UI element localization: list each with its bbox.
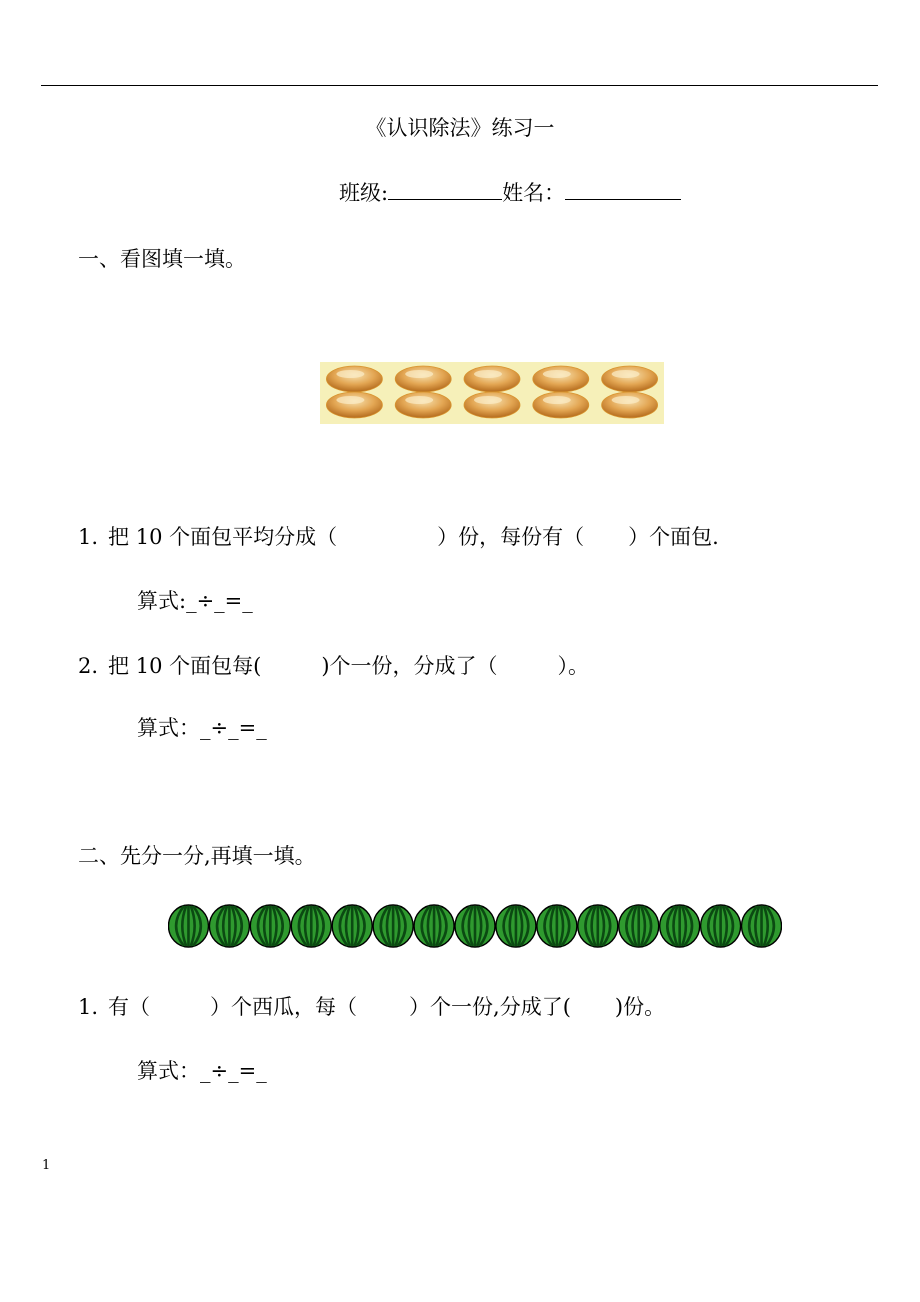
- s1-q2-text-1: 把 10 个面包每(: [108, 654, 262, 678]
- s1-q1-number: 1.: [78, 525, 99, 549]
- watermelon-icon: [291, 905, 331, 947]
- s1-formula-2[interactable]: 算式：_÷_=_: [137, 716, 267, 740]
- bread-roll-icon: [464, 392, 520, 418]
- bread-roll-icon: [395, 366, 451, 392]
- watermelon-icon: [742, 905, 782, 947]
- s1-q1-text-3: ）个面包.: [628, 525, 719, 549]
- bread-image: [320, 362, 664, 424]
- watermelon-icon: [373, 905, 413, 947]
- s2-q1-number: 1.: [78, 995, 99, 1019]
- s1-q2-number: 2.: [78, 654, 99, 678]
- watermelon-icon: [414, 905, 454, 947]
- bread-roll-icon: [464, 366, 520, 392]
- class-blank[interactable]: [388, 179, 502, 200]
- watermelon-row: [168, 903, 782, 949]
- bread-illustration: [320, 362, 664, 424]
- watermelon-icon: [701, 905, 741, 947]
- bread-roll-icon: [602, 392, 658, 418]
- section1-heading: 一、看图填一填。: [78, 247, 246, 271]
- student-info-line: [339, 177, 681, 207]
- s2-q1-text-1: 有（: [108, 995, 151, 1019]
- s1-question-1: [78, 521, 719, 551]
- watermelon-icon: [619, 905, 659, 947]
- name-blank[interactable]: [565, 179, 681, 200]
- watermelon-icon: [209, 905, 249, 947]
- s2-formula-1[interactable]: 算式：_÷_=_: [137, 1059, 267, 1083]
- bread-roll-icon: [395, 392, 451, 418]
- s1-q2-text-3: ）。: [557, 654, 590, 678]
- watermelon-icon: [250, 905, 290, 947]
- class-label: 班级:: [339, 181, 389, 205]
- bread-roll-icon: [326, 392, 382, 418]
- page-title: 《认识除法》练习一: [365, 116, 555, 140]
- bread-roll-icon: [533, 392, 589, 418]
- watermelon-icon: [660, 905, 700, 947]
- watermelon-icon: [455, 905, 495, 947]
- s1-q2-text-2: )个一份，分成了（: [321, 654, 498, 678]
- watermelon-icon: [496, 905, 536, 947]
- s1-formula-1[interactable]: 算式:_÷_=_: [137, 589, 253, 613]
- s2-q1-text-3: ）个一份,分成了(: [409, 995, 571, 1019]
- s1-question-2: [78, 650, 589, 680]
- section2-heading: 二、先分一分,再填一填。: [78, 844, 316, 868]
- watermelon-icon: [578, 905, 618, 947]
- watermelon-icon: [168, 905, 208, 947]
- s1-q1-text-2: ）份，每份有（: [437, 525, 585, 549]
- s2-question-1: [78, 991, 665, 1021]
- header-rule: [41, 85, 878, 86]
- bread-roll-icon: [533, 366, 589, 392]
- watermelon-icon: [537, 905, 577, 947]
- name-label: 姓名：: [502, 181, 566, 205]
- watermelon-illustration: [168, 903, 782, 949]
- s2-q1-text-4: )份。: [614, 995, 666, 1019]
- page-number: 1: [42, 1158, 51, 1173]
- bread-roll-icon: [602, 366, 658, 392]
- s1-q1-text-1: 把 10 个面包平均分成（: [108, 525, 338, 549]
- s2-q1-text-2: ）个西瓜，每（: [210, 995, 358, 1019]
- bread-roll-icon: [326, 366, 382, 392]
- watermelon-icon: [332, 905, 372, 947]
